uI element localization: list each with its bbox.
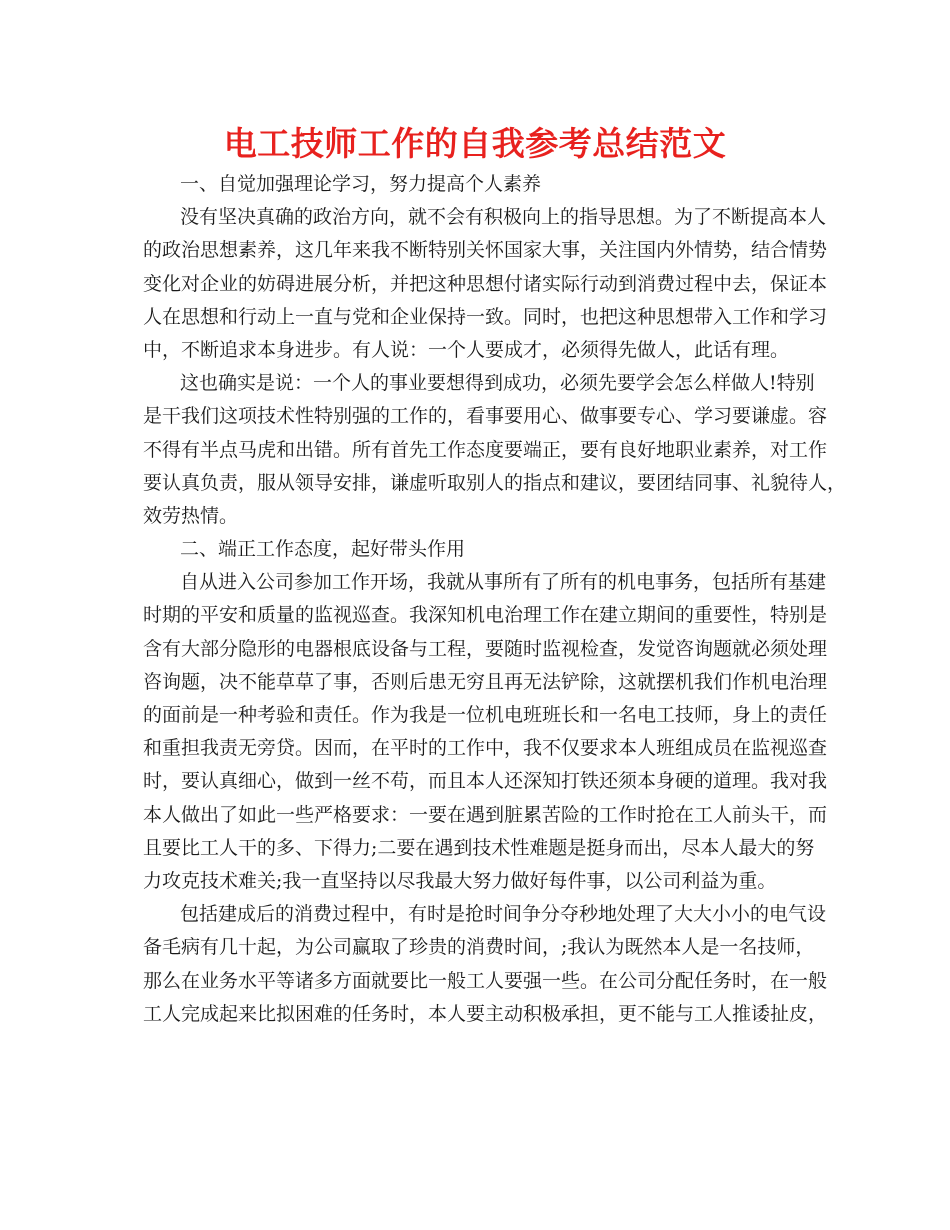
text-line: 是干我们这项技术性特别强的工作的，看事要用心、做事要专心、学习要谦虚。容: [143, 405, 828, 428]
text-line: 这也确实是说：一个人的事业要想得到成功，必须先要学会怎么样做人!特别: [180, 372, 815, 395]
text-line: 二、端正工作态度，起好带头作用: [180, 538, 466, 561]
text-line: 力攻克技术难关;我一直坚持以尽我最大努力做好每件事，以公司利益为重。: [143, 869, 777, 892]
text-line: 且要比工人干的多、下得力;二要在遇到技术性难题是挺身而出，尽本人最大的努: [143, 836, 815, 859]
text-line: 变化对企业的妨碍进展分析，并把这种思想付诸实际行动到消费过程中去，保证本: [143, 272, 828, 295]
text-line: 效劳热情。: [143, 504, 239, 527]
text-line: 时，要认真细心，做到一丝不苟，而且本人还深知打铁还须本身硬的道理。我对我: [143, 770, 828, 793]
text-line: 没有坚决真确的政治方向，就不会有积极向上的指导思想。为了不断提高本人: [180, 206, 827, 229]
text-line: 一、自觉加强理论学习，努力提高个人素养: [180, 173, 542, 195]
text-line: 备毛病有几十起，为公司赢取了珍贵的消费时间，;我认为既然本人是一名技师，: [143, 936, 815, 959]
document-title: 电工技师工作的自我参考总结范文: [223, 124, 727, 163]
text-line: 的面前是一种考验和责任。作为我是一位机电班班长和一名电工技师，身上的责任: [143, 704, 828, 726]
text-line: 中，不断追求本身进步。有人说：一个人要成才，必须得先做人，此话有理。: [143, 338, 790, 361]
text-line: 和重担我责无旁贷。因而，在平时的工作中，我不仅要求本人班组成员在监视巡查: [143, 737, 828, 760]
text-line: 含有大部分隐形的电器根底设备与工程，要随时监视检查，发觉咨询题就必须处理: [143, 637, 828, 660]
text-line: 那么在业务水平等诸多方面就要比一般工人要强一些。在公司分配任务时，在一般: [143, 969, 828, 992]
text-line: 要认真负责，服从领导安排，谦虚听取别人的指点和建议，要团结同事、礼貌待人，: [143, 471, 847, 494]
text-line: 包括建成后的消费过程中，有时是抢时间争分夺秒地处理了大大小小的电气设: [180, 903, 827, 926]
text-line: 工人完成起来比拟困难的任务时，本人要主动积极承担，更不能与工人推诿扯皮，: [143, 1002, 828, 1025]
text-line: 的政治思想素养，这几年来我不断特别关怀国家大事，关注国内外情势，结合情势: [143, 239, 828, 262]
text-line: 咨询题，决不能草草了事，否则后患无穷且再无法铲除，这就摆机我们作机电治理: [143, 670, 828, 693]
text-line: 人在思想和行动上一直与党和企业保持一致。同时，也把这种思想带入工作和学习: [143, 305, 828, 328]
text-line: 不得有半点马虎和出错。所有首先工作态度要端正，要有良好地职业素养，对工作: [143, 438, 828, 461]
document-body: [143, 168, 847, 1031]
text-line: 时期的平安和质量的监视巡查。我深知机电治理工作在建立期间的重要性，特别是: [143, 604, 828, 627]
text-line: 自从进入公司参加工作开场，我就从事所有了所有的机电事务，包括所有基建: [180, 571, 827, 594]
text-line: 本人做出了如此一些严格要求：一要在遇到脏累苦险的工作时抢在工人前头干，而: [143, 803, 828, 826]
